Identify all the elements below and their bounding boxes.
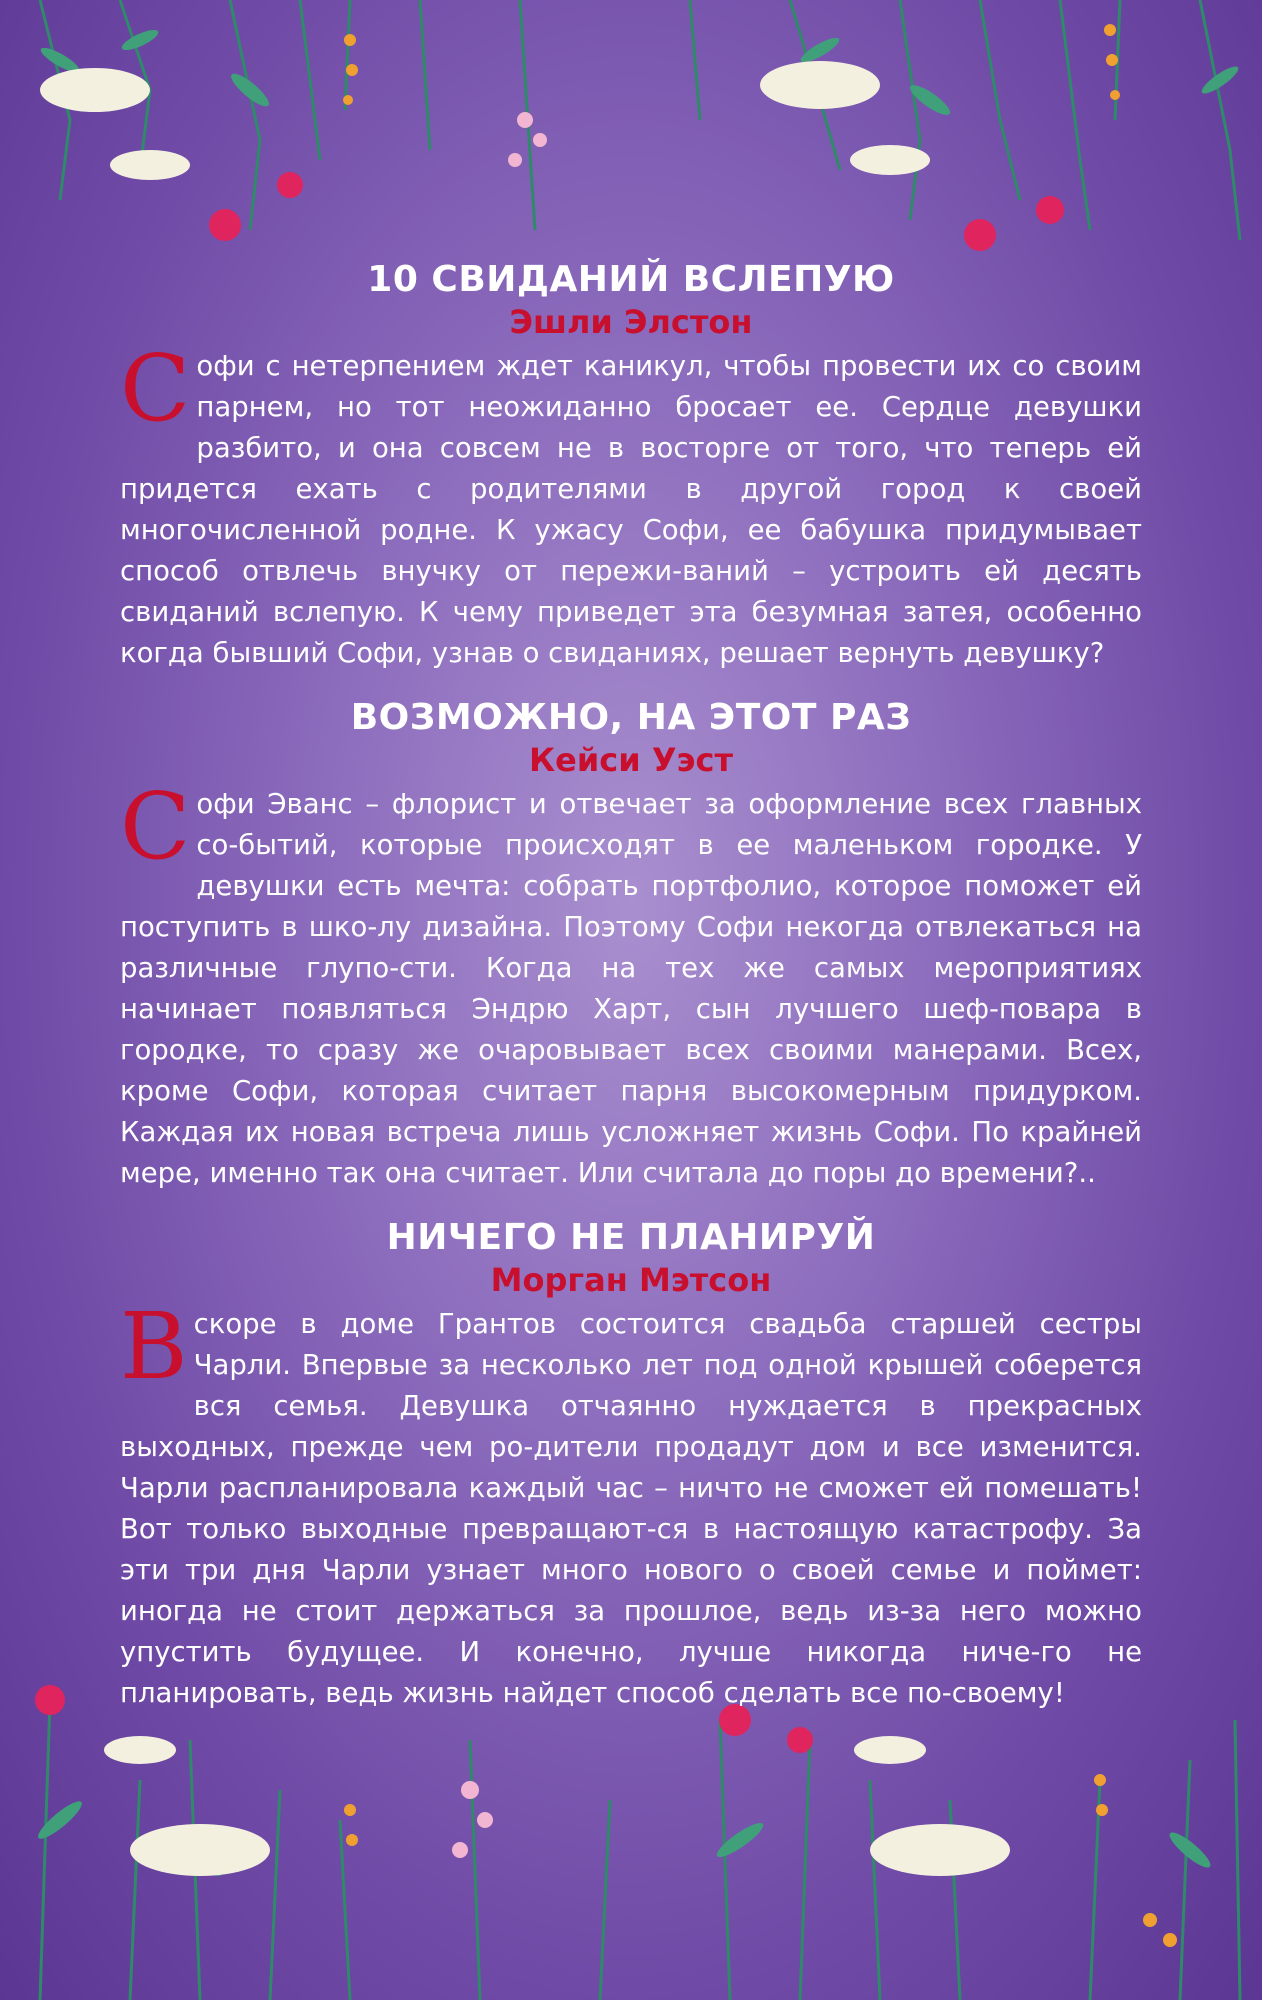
drop-cap: С bbox=[120, 335, 191, 442]
book-title: НИЧЕГО НЕ ПЛАНИРУЙ bbox=[386, 1217, 876, 1258]
book-description bbox=[120, 1293, 1142, 1714]
book-section-2 bbox=[120, 696, 1142, 1194]
book-description-text: скоре в доме Грантов состоится свадьба старшей сестры Чарли. Впервые за несколько лет под одной крышей соберется вся семья. Девушка отчаянно нуждается в прекрасных выходных, прежде чем ро-дители продадут дом и все изменится. Чарли распланировала каждый час – ничто не сможет ей помешать! Вот только выходные превращают-ся в настоящую катастрофу. За эти три дня Чарли узнает много нового о своей семье и поймет: иногда не стоит держаться за прошлое, ведь из-за него можно упустить будущее. И конечно, лучше никогда ниче-го не планировать, ведь жизнь найдет способ сделать все по-своему! bbox=[120, 1308, 1142, 1709]
book-descriptions bbox=[120, 258, 1142, 1736]
wildflowers-top-illustration bbox=[0, 0, 1262, 280]
drop-cap: С bbox=[120, 773, 191, 880]
book-author: Кейси Уэст bbox=[529, 741, 733, 779]
book-description bbox=[120, 335, 1142, 674]
top-floral-decoration bbox=[0, 0, 1262, 280]
drop-cap: В bbox=[120, 1293, 188, 1400]
book-description-text: офи Эванс – флорист и отвечает за оформление всех главных со-бытий, которые происходят в ее маленьком городке. У девушки есть мечта: собрать портфолио, которое поможет ей поступить в шко-лу дизайна. Поэтому Софи некогда отвлекаться на различные глупо-сти. Когда на тех же самых мероприятиях начинает появляться Эндрю Харт, сын лучшего шеф-повара в городке, то сразу же очаровывает всех своими манерами. Всех, кроме Софи, которая считает парня высокомерным придурком. Каждая их новая встреча лишь усложняет жизнь Софи. По крайней мере, именно так она считает. Или считала до поры до времени?.. bbox=[120, 788, 1142, 1189]
book-title: 10 СВИДАНИЙ ВСЛЕПУЮ bbox=[367, 259, 895, 300]
book-author: Морган Мэтсон bbox=[490, 1261, 772, 1299]
book-section-1 bbox=[120, 258, 1142, 674]
book-author: Эшли Элстон bbox=[509, 303, 753, 341]
book-description-text: офи с нетерпением ждет каникул, чтобы провести их со своим парнем, но тот неожиданно бросает ее. Сердце девушки разбито, и она совсем не в восторге от того, что теперь ей придется ехать с родителями в другой город к своей многочисленной родне. К ужасу Софи, ее бабушка придумывает способ отвлечь внучку от пережи-ваний – устроить ей десять свиданий вслепую. К чему приведет эта безумная затея, особенно когда бывший Софи, узнав о свиданиях, решает вернуть девушку? bbox=[120, 350, 1142, 669]
book-description bbox=[120, 773, 1142, 1194]
book-title: ВОЗМОЖНО, НА ЭТОТ РАЗ bbox=[350, 697, 912, 738]
book-section-3 bbox=[120, 1216, 1142, 1714]
